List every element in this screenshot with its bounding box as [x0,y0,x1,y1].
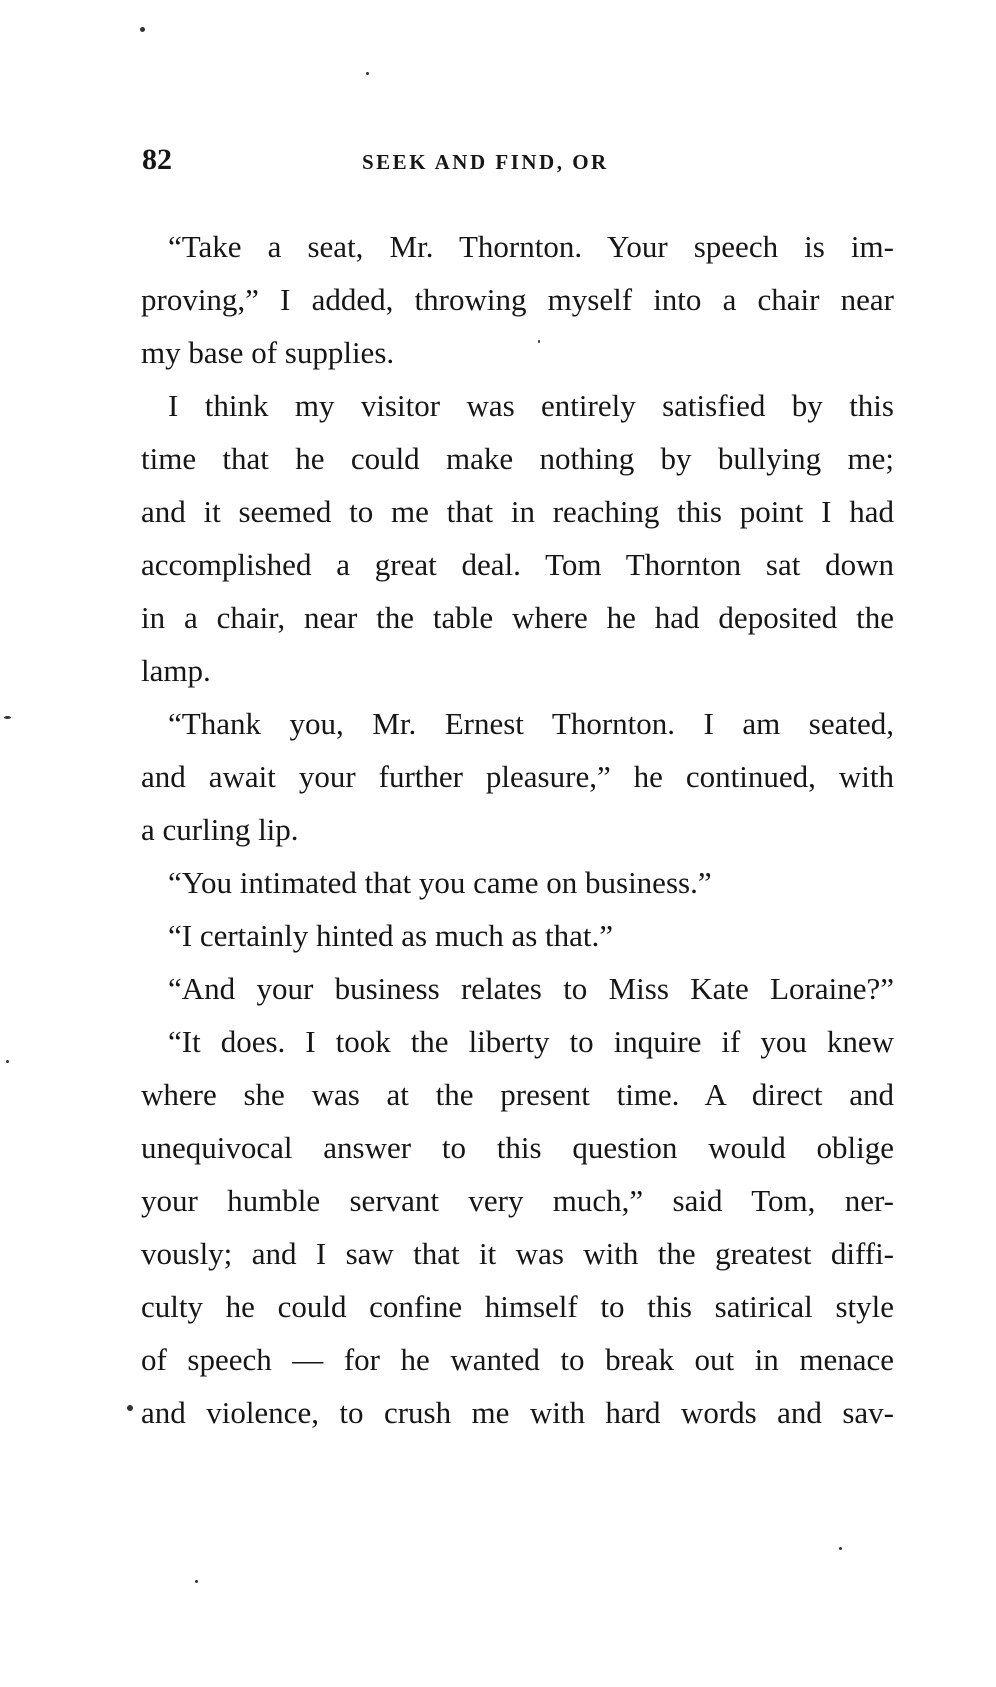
text-line: and violence, to crush me with hard words and sav- [141,1395,894,1430]
speck [839,1547,842,1550]
text-line: “You intimated that you came on business.” [168,865,712,900]
running-head: SEEK AND FIND, OR [362,150,609,174]
text-line: “And your business relates to Miss Kate Loraine?” [168,971,894,1006]
text-line: my base of supplies. [141,335,395,370]
text-line: “It does. I took the liberty to inquire if you knew [168,1024,894,1059]
text-line: a curling lip. [141,812,299,847]
speck [6,1060,9,1063]
page-number: 82 [142,143,172,176]
text-line: of speech — for he wanted to break out in menace [141,1342,894,1377]
text-line: “Take a seat, Mr. Thornton. Your speech is im- [168,229,894,264]
text-line: “Thank you, Mr. Ernest Thornton. I am seated, [168,706,894,741]
text-line: in a chair, near the table where he had deposited the [141,600,894,635]
text-line: culty he could confine himself to this satirical style [141,1289,894,1324]
text-line: and it seemed to me that in reaching this point I had [141,494,894,529]
text-line: proving,” I added, throwing myself into a chair near [141,282,894,317]
body-text [141,220,894,1439]
page-header [142,143,894,183]
text-line: and await your further pleasure,” he continued, with [141,759,894,794]
text-line: I think my visitor was entirely satisfied by this [168,388,894,423]
text-line: “I certainly hinted as much as that.” [168,918,614,953]
speck [4,716,11,719]
text-line: your humble servant very much,” said Tom, ner- [141,1183,894,1218]
speck [140,27,145,32]
text-line: unequivocal answer to this question would oblige [141,1130,894,1165]
text-line: time that he could make nothing by bullying me; [141,441,894,476]
speck [127,1405,133,1411]
text-line: accomplished a great deal. Tom Thornton sat down [141,547,894,582]
text-line: where she was at the present time. A direct and [141,1077,894,1112]
text-line: vously; and I saw that it was with the greatest diffi- [141,1236,894,1271]
speck [195,1580,198,1583]
speck [366,72,369,75]
text-line: lamp. [141,653,211,688]
